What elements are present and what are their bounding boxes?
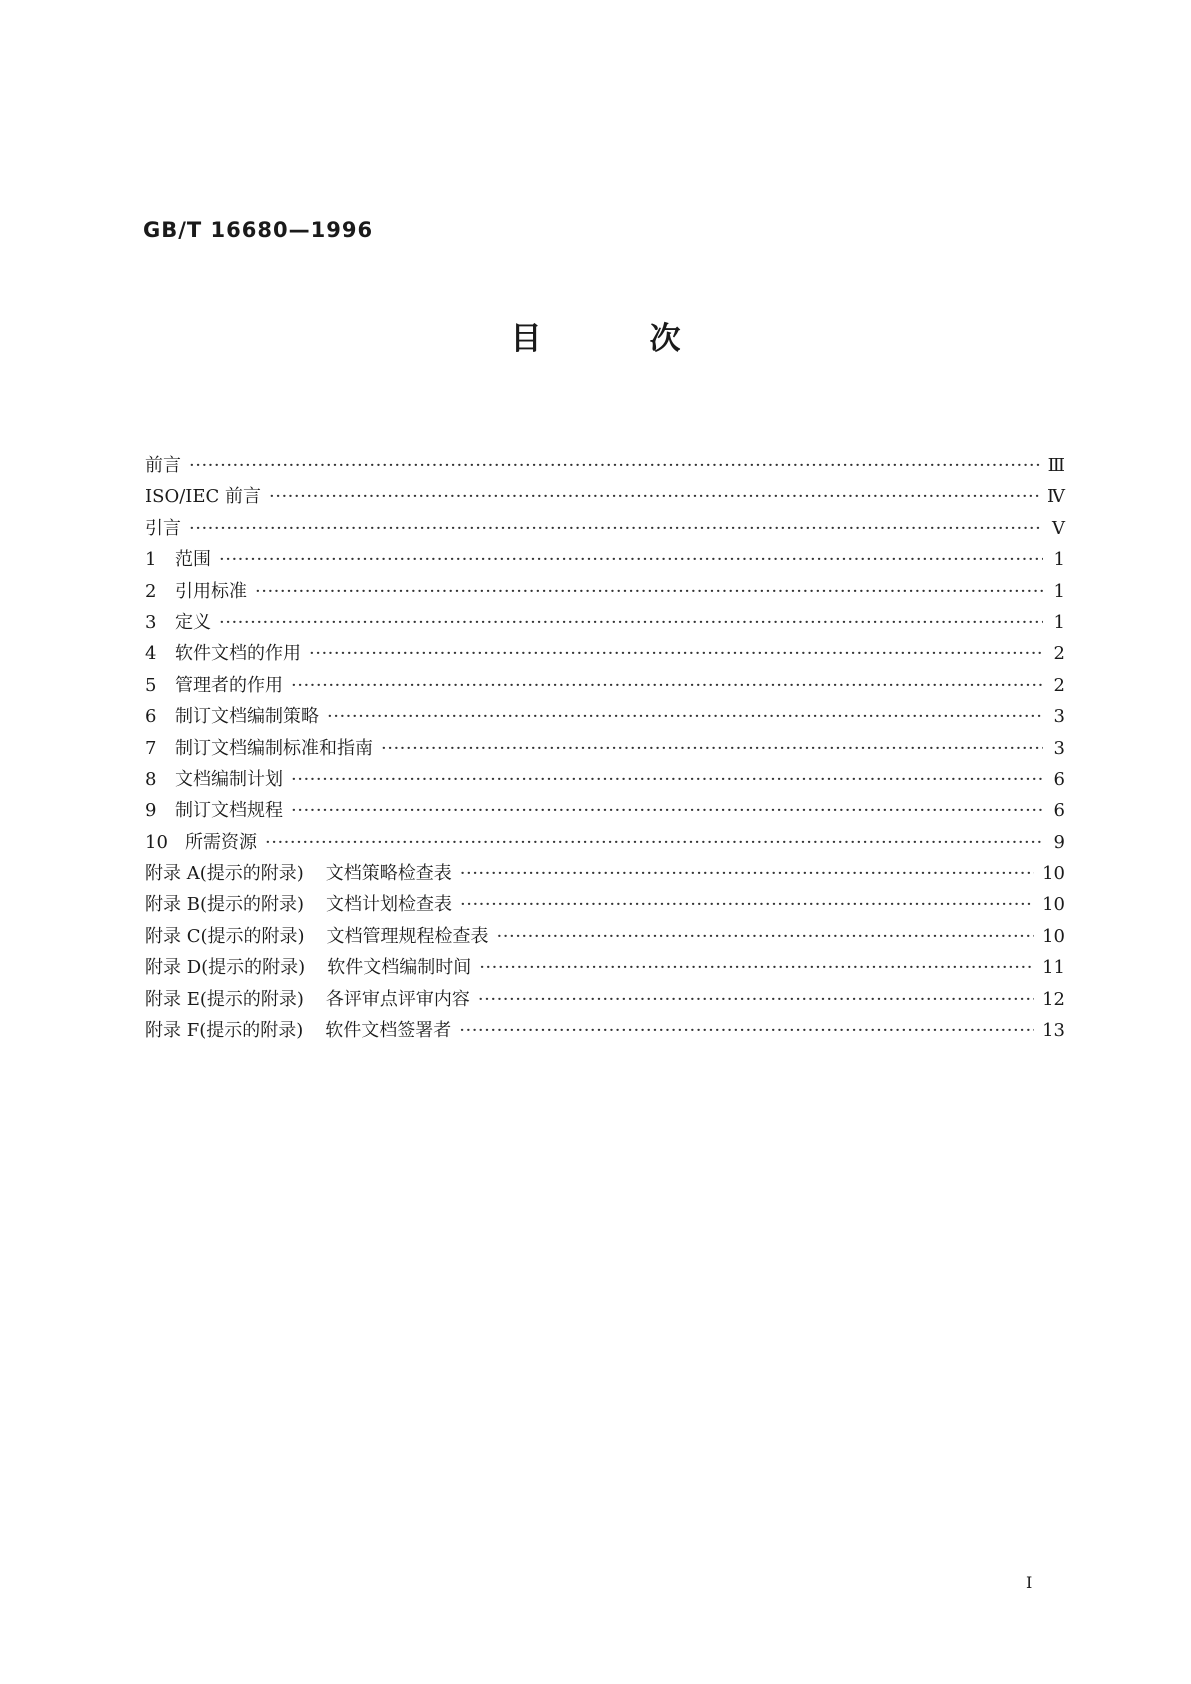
toc-entry-label: 范围 xyxy=(175,549,211,571)
title-char-2: 次 xyxy=(649,321,681,357)
toc-entry-label: 软件文档的作用 xyxy=(175,643,301,665)
toc-entry xyxy=(145,984,1065,1015)
toc-appendix-prefix: 附录 B(提示的附录) xyxy=(145,894,304,916)
dot-leader xyxy=(459,1015,1034,1046)
toc-entry-label: 引言 xyxy=(145,517,181,539)
toc-page-number: Ⅴ xyxy=(1052,517,1065,539)
toc-appendix-prefix: 附录 E(提示的附录) xyxy=(145,988,304,1010)
page-folio: I xyxy=(1026,1573,1033,1592)
toc-entry xyxy=(145,921,1065,952)
toc-entry-number: 2 xyxy=(145,580,157,602)
toc-entry-number: 6 xyxy=(145,706,157,728)
toc-entry-label: 制订文档编制策略 xyxy=(175,706,319,728)
toc-entry-label: 制订文档规程 xyxy=(175,800,283,822)
toc-entry xyxy=(145,670,1065,701)
toc-page-number: 2 xyxy=(1053,674,1065,696)
toc-entry xyxy=(145,481,1065,512)
toc-entry xyxy=(145,607,1065,638)
toc-page-number: 13 xyxy=(1042,1020,1065,1042)
toc-appendix-prefix: 附录 D(提示的附录) xyxy=(145,957,306,979)
dot-leader xyxy=(255,576,1043,607)
toc-entry-number: 5 xyxy=(145,674,157,696)
toc-entry xyxy=(145,576,1065,607)
toc-entry-label: 文档计划检查表 xyxy=(326,894,452,916)
toc-page-number: 6 xyxy=(1053,768,1065,790)
toc-entry xyxy=(145,638,1065,669)
toc-entry-number: 9 xyxy=(145,800,157,822)
dot-leader xyxy=(327,701,1043,732)
toc-entry-number: 7 xyxy=(145,737,157,759)
toc-entry xyxy=(145,858,1065,889)
toc-page-number: Ⅳ xyxy=(1047,486,1065,508)
page-title xyxy=(0,313,1191,358)
toc-entry-label: 文档策略检查表 xyxy=(325,863,452,885)
dot-leader xyxy=(309,638,1043,669)
toc-entry-label: ISO/IEC 前言 xyxy=(145,486,262,508)
toc-entry xyxy=(145,544,1065,575)
dot-leader xyxy=(479,952,1034,983)
dot-leader xyxy=(219,544,1043,575)
dot-leader xyxy=(189,450,1040,481)
toc-entry xyxy=(145,952,1065,983)
toc-entry-number: 3 xyxy=(145,611,157,633)
toc-appendix-prefix: 附录 A(提示的附录) xyxy=(145,863,304,885)
toc-entry-label: 所需资源 xyxy=(185,831,257,853)
toc-page-number: 6 xyxy=(1053,800,1065,822)
toc-entry xyxy=(145,450,1065,481)
toc-entry xyxy=(145,889,1065,920)
toc-entry-label: 文档编制计划 xyxy=(175,768,283,790)
toc-page-number: Ⅲ xyxy=(1047,455,1065,476)
standard-number: GB/T 16680—1996 xyxy=(143,218,374,242)
toc-entry-label: 软件文档签署者 xyxy=(325,1020,452,1042)
toc-page-number: 3 xyxy=(1053,737,1065,759)
toc-page-number: 2 xyxy=(1053,643,1065,665)
dot-leader xyxy=(381,733,1043,764)
toc-page-number: 1 xyxy=(1053,611,1065,633)
toc-appendix-prefix: 附录 F(提示的附录) xyxy=(145,1020,304,1042)
toc-entry xyxy=(145,827,1065,858)
toc-page-number: 11 xyxy=(1042,957,1065,979)
toc-entry-label: 前言 xyxy=(145,455,181,476)
toc-entry-label: 制订文档编制标准和指南 xyxy=(175,737,373,759)
toc-entry-label: 引用标准 xyxy=(175,580,247,602)
table-of-contents xyxy=(145,450,1065,1046)
toc-entry-label: 软件文档编制时间 xyxy=(327,957,472,979)
toc-page-number: 1 xyxy=(1053,549,1065,571)
dot-leader xyxy=(291,764,1043,795)
toc-entry-label: 文档管理规程检查表 xyxy=(326,925,489,947)
toc-entry xyxy=(145,1015,1065,1046)
toc-entry xyxy=(145,764,1065,795)
toc-entry xyxy=(145,513,1065,544)
toc-entry-number: 4 xyxy=(145,643,157,665)
dot-leader xyxy=(265,827,1043,858)
toc-page-number: 10 xyxy=(1042,894,1065,916)
dot-leader xyxy=(460,889,1034,920)
toc-page-number: 1 xyxy=(1053,580,1065,602)
toc-entry-label: 各评审点评审内容 xyxy=(325,988,470,1010)
toc-entry-number: 1 xyxy=(145,549,157,571)
toc-page-number: 9 xyxy=(1053,831,1065,853)
toc-entry-number: 10 xyxy=(145,831,168,853)
dot-leader xyxy=(189,513,1043,544)
dot-leader xyxy=(478,984,1034,1015)
toc-page-number: 10 xyxy=(1042,863,1065,885)
toc-appendix-prefix: 附录 C(提示的附录) xyxy=(145,925,305,947)
toc-entry xyxy=(145,733,1065,764)
toc-page-number: 10 xyxy=(1042,925,1065,947)
title-char-1: 目 xyxy=(510,321,542,357)
toc-entry xyxy=(145,701,1065,732)
toc-entry-number: 8 xyxy=(145,768,157,790)
dot-leader xyxy=(460,858,1034,889)
dot-leader xyxy=(291,670,1043,701)
dot-leader xyxy=(291,795,1043,826)
toc-entry-label: 定义 xyxy=(175,611,211,633)
dot-leader xyxy=(497,921,1035,952)
toc-page-number: 12 xyxy=(1042,988,1065,1010)
dot-leader xyxy=(219,607,1043,638)
toc-page-number: 3 xyxy=(1053,706,1065,728)
toc-entry xyxy=(145,795,1065,826)
dot-leader xyxy=(269,481,1039,512)
toc-entry-label: 管理者的作用 xyxy=(175,674,283,696)
